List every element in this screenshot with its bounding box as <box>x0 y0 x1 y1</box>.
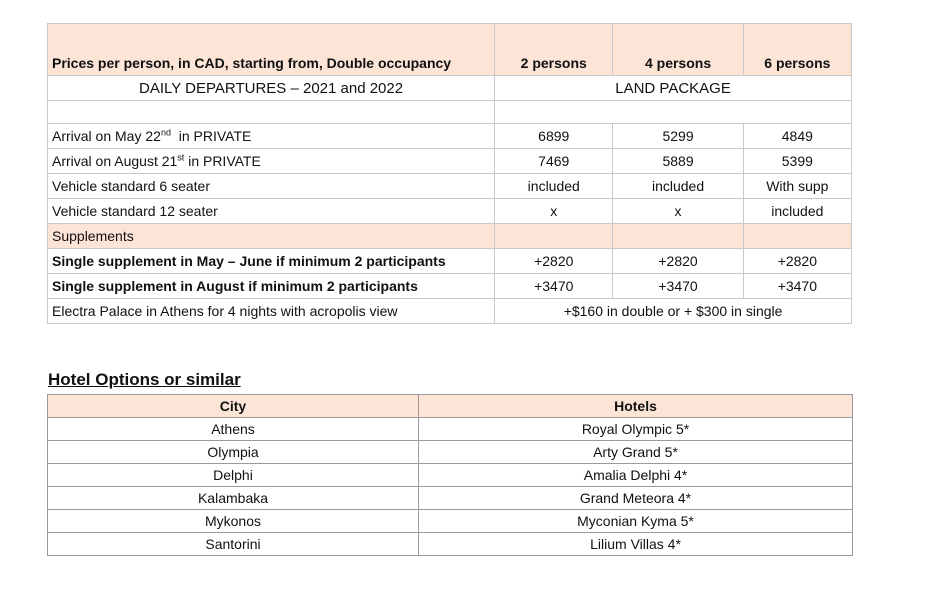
city-cell: Olympia <box>48 441 419 464</box>
supplement-cell: +2820 <box>743 249 851 274</box>
price-cell: 6899 <box>495 124 613 149</box>
table-row <box>48 274 852 299</box>
col-city: City <box>48 395 419 418</box>
hotels-table <box>47 394 853 556</box>
price-cell: included <box>743 199 851 224</box>
hotels-header-row <box>48 395 853 418</box>
price-cell: x <box>613 199 743 224</box>
table-row <box>48 174 852 199</box>
price-cell: 5399 <box>743 149 851 174</box>
hotel-cell: Amalia Delphi 4* <box>419 464 853 487</box>
row-label: Vehicle standard 12 seater <box>48 199 495 224</box>
hotel-cell: Arty Grand 5* <box>419 441 853 464</box>
supplement-cell: +2820 <box>495 249 613 274</box>
table-row <box>48 464 853 487</box>
hotel-cell: Royal Olympic 5* <box>419 418 853 441</box>
table-row <box>48 418 853 441</box>
supplement-cell: +3470 <box>743 274 851 299</box>
hotel-cell: Myconian Kyma 5* <box>419 510 853 533</box>
departures-row <box>48 76 852 101</box>
supplements-label: Supplements <box>48 224 495 249</box>
city-cell: Santorini <box>48 533 419 556</box>
electra-label: Electra Palace in Athens for 4 nights with acropolis view <box>48 299 495 324</box>
electra-row <box>48 299 852 324</box>
supplement-cell: +3470 <box>495 274 613 299</box>
city-cell: Athens <box>48 418 419 441</box>
price-cell: x <box>495 199 613 224</box>
row-label: Arrival on May 22nd in PRIVATE <box>48 124 495 149</box>
price-cell: included <box>495 174 613 199</box>
price-cell: 5889 <box>613 149 743 174</box>
col-2-persons: 2 persons <box>495 24 613 76</box>
city-cell: Mykonos <box>48 510 419 533</box>
hotel-options-title: Hotel Options or similar <box>48 370 241 389</box>
table-row <box>48 249 852 274</box>
supplements-row <box>48 224 852 249</box>
table-row <box>48 487 853 510</box>
price-cell: With supp <box>743 174 851 199</box>
col-4-persons: 4 persons <box>613 24 743 76</box>
blank-row <box>48 101 852 124</box>
city-cell: Delphi <box>48 464 419 487</box>
table-row <box>48 199 852 224</box>
electra-value: +$160 in double or + $300 in single <box>495 299 852 324</box>
table-row <box>48 533 853 556</box>
pricing-table <box>47 23 852 324</box>
table-row <box>48 124 852 149</box>
col-6-persons: 6 persons <box>743 24 851 76</box>
row-label: Arrival on August 21st in PRIVATE <box>48 149 495 174</box>
price-cell: included <box>613 174 743 199</box>
pricing-header-label: Prices per person, in CAD, starting from, Double occupancy <box>48 24 495 76</box>
supplement-cell: +2820 <box>613 249 743 274</box>
col-hotels: Hotels <box>419 395 853 418</box>
supplement-label: Single supplement in May – June if minimum 2 participants <box>48 249 495 274</box>
hotel-cell: Lilium Villas 4* <box>419 533 853 556</box>
land-package: LAND PACKAGE <box>495 76 852 101</box>
price-cell: 5299 <box>613 124 743 149</box>
hotel-cell: Grand Meteora 4* <box>419 487 853 510</box>
price-cell: 4849 <box>743 124 851 149</box>
pricing-header-row <box>48 24 852 76</box>
supplement-label: Single supplement in August if minimum 2 participants <box>48 274 495 299</box>
table-row <box>48 441 853 464</box>
table-row <box>48 149 852 174</box>
city-cell: Kalambaka <box>48 487 419 510</box>
row-label: Vehicle standard 6 seater <box>48 174 495 199</box>
daily-departures: DAILY DEPARTURES – 2021 and 2022 <box>48 76 495 101</box>
price-cell: 7469 <box>495 149 613 174</box>
table-row <box>48 510 853 533</box>
supplement-cell: +3470 <box>613 274 743 299</box>
